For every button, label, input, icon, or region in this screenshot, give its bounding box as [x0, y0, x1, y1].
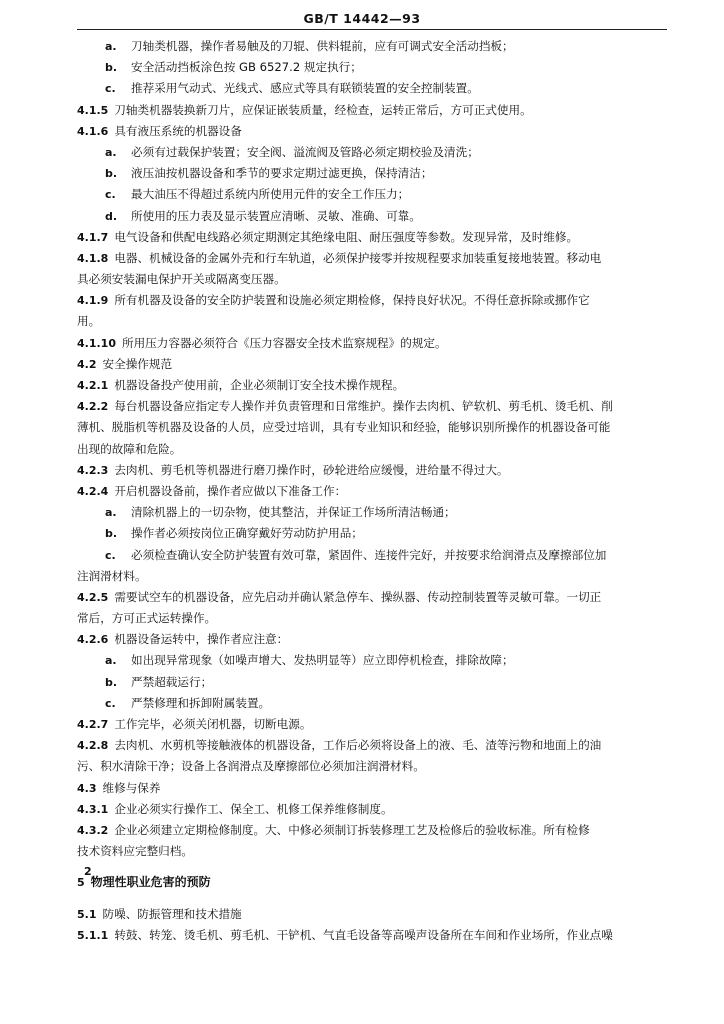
line-text: 薄机、脱脂机等机器及设备的人员，应受过培训，具有专业知识和经验，能够识别所操作的机器设备可能	[77, 420, 611, 435]
line-text: 企业必须实行操作工、保全工、机修工保养维修制度。	[114, 801, 393, 816]
clause-number: 4.2	[77, 357, 97, 371]
line-text: 严禁超载运行；	[131, 674, 213, 689]
clause	[77, 925, 667, 946]
clause	[77, 460, 667, 481]
line-text: 所用压力容器必须符合《压力容器安全技术监察规程》的规定。	[121, 335, 447, 350]
continuation-line	[77, 439, 667, 460]
continuation-line	[77, 311, 667, 332]
line-text: 严禁修理和拆卸附属装置。	[131, 695, 271, 710]
clause-number: 4.2.4	[77, 484, 109, 498]
line-text: 去肉机、剪毛机等机器进行磨刀操作时，砂轮进给应缓慢，进给量不得过大。	[114, 462, 509, 477]
line-text: 污、积水清除干净；设备上各润滑点及摩擦部位必须加注润滑材料。	[77, 759, 425, 774]
clause-number: 4.2.2	[77, 400, 109, 414]
clause-number: 5.1.1	[77, 928, 109, 942]
line-text: 工作完毕，必须关闭机器，切断电源。	[114, 717, 312, 731]
clause-number: 4.2.5	[77, 590, 109, 604]
line-text: 用。	[77, 314, 101, 329]
line-text: 具必须安装漏电保护开关或隔离变压器。	[77, 272, 286, 287]
line-text: 每台机器设备应指定专人操作并负责管理和日常维护。操作去肉机、铲软机、剪毛机、烫毛机、削	[114, 399, 613, 414]
list-item-label: b.	[105, 675, 118, 689]
line-text: 操作者必须按岗位正确穿戴好劳动防护用品；	[131, 526, 363, 541]
line-text: 机器设备运转中，操作者应注意：	[114, 632, 289, 647]
line-text: 液压油按机器设备和季节的要求定期过滤更换，保持清洁；	[131, 166, 433, 181]
line-text: 安全操作规范	[102, 356, 173, 371]
list-item-label: c.	[105, 188, 116, 202]
line-text: 注润滑材料。	[77, 568, 147, 583]
clause-number: 4.3.2	[77, 823, 109, 837]
line-text: 企业必须建立定期检修制度。大、中修必须制订拆装修理工艺及检修后的验收标准。所有检修	[114, 822, 590, 837]
list-item	[77, 163, 667, 184]
page-number: 2	[84, 865, 92, 878]
line-text: 安全活动挡板涂色按 GB 6527.2 规定执行；	[131, 60, 362, 75]
continuation-line	[77, 756, 667, 777]
line-text: 清除机器上的一切杂物，使其整洁，并保证工作场所清洁畅通；	[131, 505, 456, 520]
list-item-label: b.	[105, 527, 118, 541]
continuation-line	[77, 566, 667, 587]
clause	[77, 587, 667, 608]
line-text: 常后，方可正式运转操作。	[77, 611, 217, 626]
clause-number: 4.2.6	[77, 633, 109, 647]
line-text: 技术资料应完整归档。	[77, 844, 193, 859]
list-item-label: a.	[105, 145, 117, 159]
continuation-line	[77, 841, 667, 862]
clause	[77, 100, 667, 121]
clause	[77, 290, 667, 311]
continuation-line	[77, 269, 667, 290]
line-text: 电气设备和供配电线路必须定期测定其绝缘电阻、耐压强度等参数。发现异常，及时维修。	[114, 229, 579, 244]
list-item	[77, 78, 667, 99]
section-gap	[77, 894, 667, 904]
line-text: 需要试空车的机器设备，应先启动并确认紧急停车、操纵器、传动控制装置等灵敏可靠。一切正	[114, 589, 602, 604]
clause-number: 5	[77, 876, 85, 890]
clause-number: 4.2.1	[77, 379, 109, 392]
list-item-label: b.	[105, 167, 118, 181]
clause-number: 4.2.7	[77, 718, 109, 731]
clause	[77, 904, 667, 925]
line-text: 所有机器及设备的安全防护装置和设施必须定期检修，保持良好状况。不得任意拆除或挪作它	[114, 293, 590, 308]
clause-number: 4.2.8	[77, 739, 109, 753]
list-item-label: a.	[105, 40, 117, 53]
list-item	[77, 142, 667, 163]
line-text: 去肉机、水剪机等接触液体的机器设备，工作后必须将设备上的液、毛、渣等污物和地面上的油	[114, 738, 602, 753]
list-item-label: a.	[105, 654, 117, 668]
document-body	[77, 36, 667, 946]
section-heading	[77, 872, 667, 893]
line-text: 出现的故障和危险。	[77, 441, 182, 456]
list-item	[77, 184, 667, 205]
clause	[77, 799, 667, 820]
header-rule	[77, 29, 667, 30]
list-item-label: d.	[105, 209, 118, 223]
line-text: 电器、机械设备的金属外壳和行车轨道，必须保护接零并按规程要求加装重复接地装置。移动电	[114, 250, 602, 265]
line-text: 防噪、防振管理和技术措施	[102, 906, 242, 921]
list-item	[77, 545, 667, 566]
clause-number: 4.1.6	[77, 124, 109, 138]
line-text: 如出现异常现象（如噪声增大、发热明显等）应立即停机检查，排除故障；	[131, 653, 514, 668]
clause	[77, 248, 667, 269]
clause	[77, 735, 667, 756]
line-text: 开启机器设备前，操作者应做以下准备工作：	[114, 483, 347, 498]
standard-code-header: GB/T 14442—93	[303, 11, 421, 26]
list-item	[77, 523, 667, 544]
clause-number: 4.3.1	[77, 802, 109, 816]
clause-number: 4.1.5	[77, 103, 109, 117]
clause	[77, 820, 667, 841]
clause	[77, 227, 667, 248]
line-text: 必须检查确认安全防护装置有效可靠，紧固件、连接件完好，并按要求给润滑点及摩擦部位加	[131, 547, 607, 562]
line-text: 推荐采用气动式、光线式、感应式等具有联锁装置的安全控制装置。	[131, 81, 479, 96]
clause-number: 4.3	[77, 781, 97, 795]
list-item-label: c.	[105, 696, 116, 710]
clause	[77, 333, 667, 354]
list-item-label: c.	[105, 548, 116, 562]
clause-number: 4.1.10	[77, 336, 116, 350]
list-item-label: c.	[105, 82, 116, 96]
line-text: 机器设备投产使用前，企业必须制订安全技术操作规程。	[114, 378, 405, 392]
list-item-label: a.	[105, 506, 117, 520]
clause-number: 4.1.8	[77, 251, 109, 265]
clause	[77, 354, 667, 375]
continuation-line	[77, 417, 667, 438]
list-item	[77, 206, 667, 227]
line-text: 具有液压系统的机器设备	[114, 123, 242, 138]
line-text: 刀轴类机器，操作者易触及的刀辊、供料辊前，应有可调式安全活动挡板；	[131, 39, 514, 53]
clause-number: 4.1.9	[77, 294, 109, 308]
clause-number: 5.1	[77, 907, 97, 921]
clause	[77, 629, 667, 650]
line-text: 刀轴类机器装换新刀片，应保证嵌装质量，经检查，运转正常后，方可正式使用。	[114, 102, 532, 117]
line-text: 物理性职业危害的预防	[90, 875, 211, 890]
line-text: 最大油压不得超过系统内所使用元件的安全工作压力；	[131, 187, 410, 202]
clause	[77, 396, 667, 417]
line-text: 维修与保养	[102, 780, 161, 795]
list-item	[77, 36, 667, 57]
list-item	[77, 650, 667, 671]
clause	[77, 714, 667, 735]
list-item-label: b.	[105, 61, 118, 75]
clause-number: 4.1.7	[77, 230, 109, 244]
list-item	[77, 57, 667, 78]
clause	[77, 778, 667, 799]
list-item	[77, 693, 667, 714]
line-text: 必须有过载保护装置；安全阀、溢流阀及管路必须定期校验及清洗；	[131, 144, 479, 159]
list-item	[77, 672, 667, 693]
line-text: 所使用的压力表及显示装置应清晰、灵敏、准确、可靠。	[131, 208, 421, 223]
clause	[77, 375, 667, 396]
section-gap	[77, 862, 667, 872]
clause	[77, 121, 667, 142]
clause-number: 4.2.3	[77, 463, 109, 477]
line-text: 转鼓、转笼、烫毛机、剪毛机、干铲机、气直毛设备等高噪声设备所在车间和作业场所，作业点噪	[114, 927, 613, 942]
list-item	[77, 502, 667, 523]
continuation-line	[77, 608, 667, 629]
clause	[77, 481, 667, 502]
